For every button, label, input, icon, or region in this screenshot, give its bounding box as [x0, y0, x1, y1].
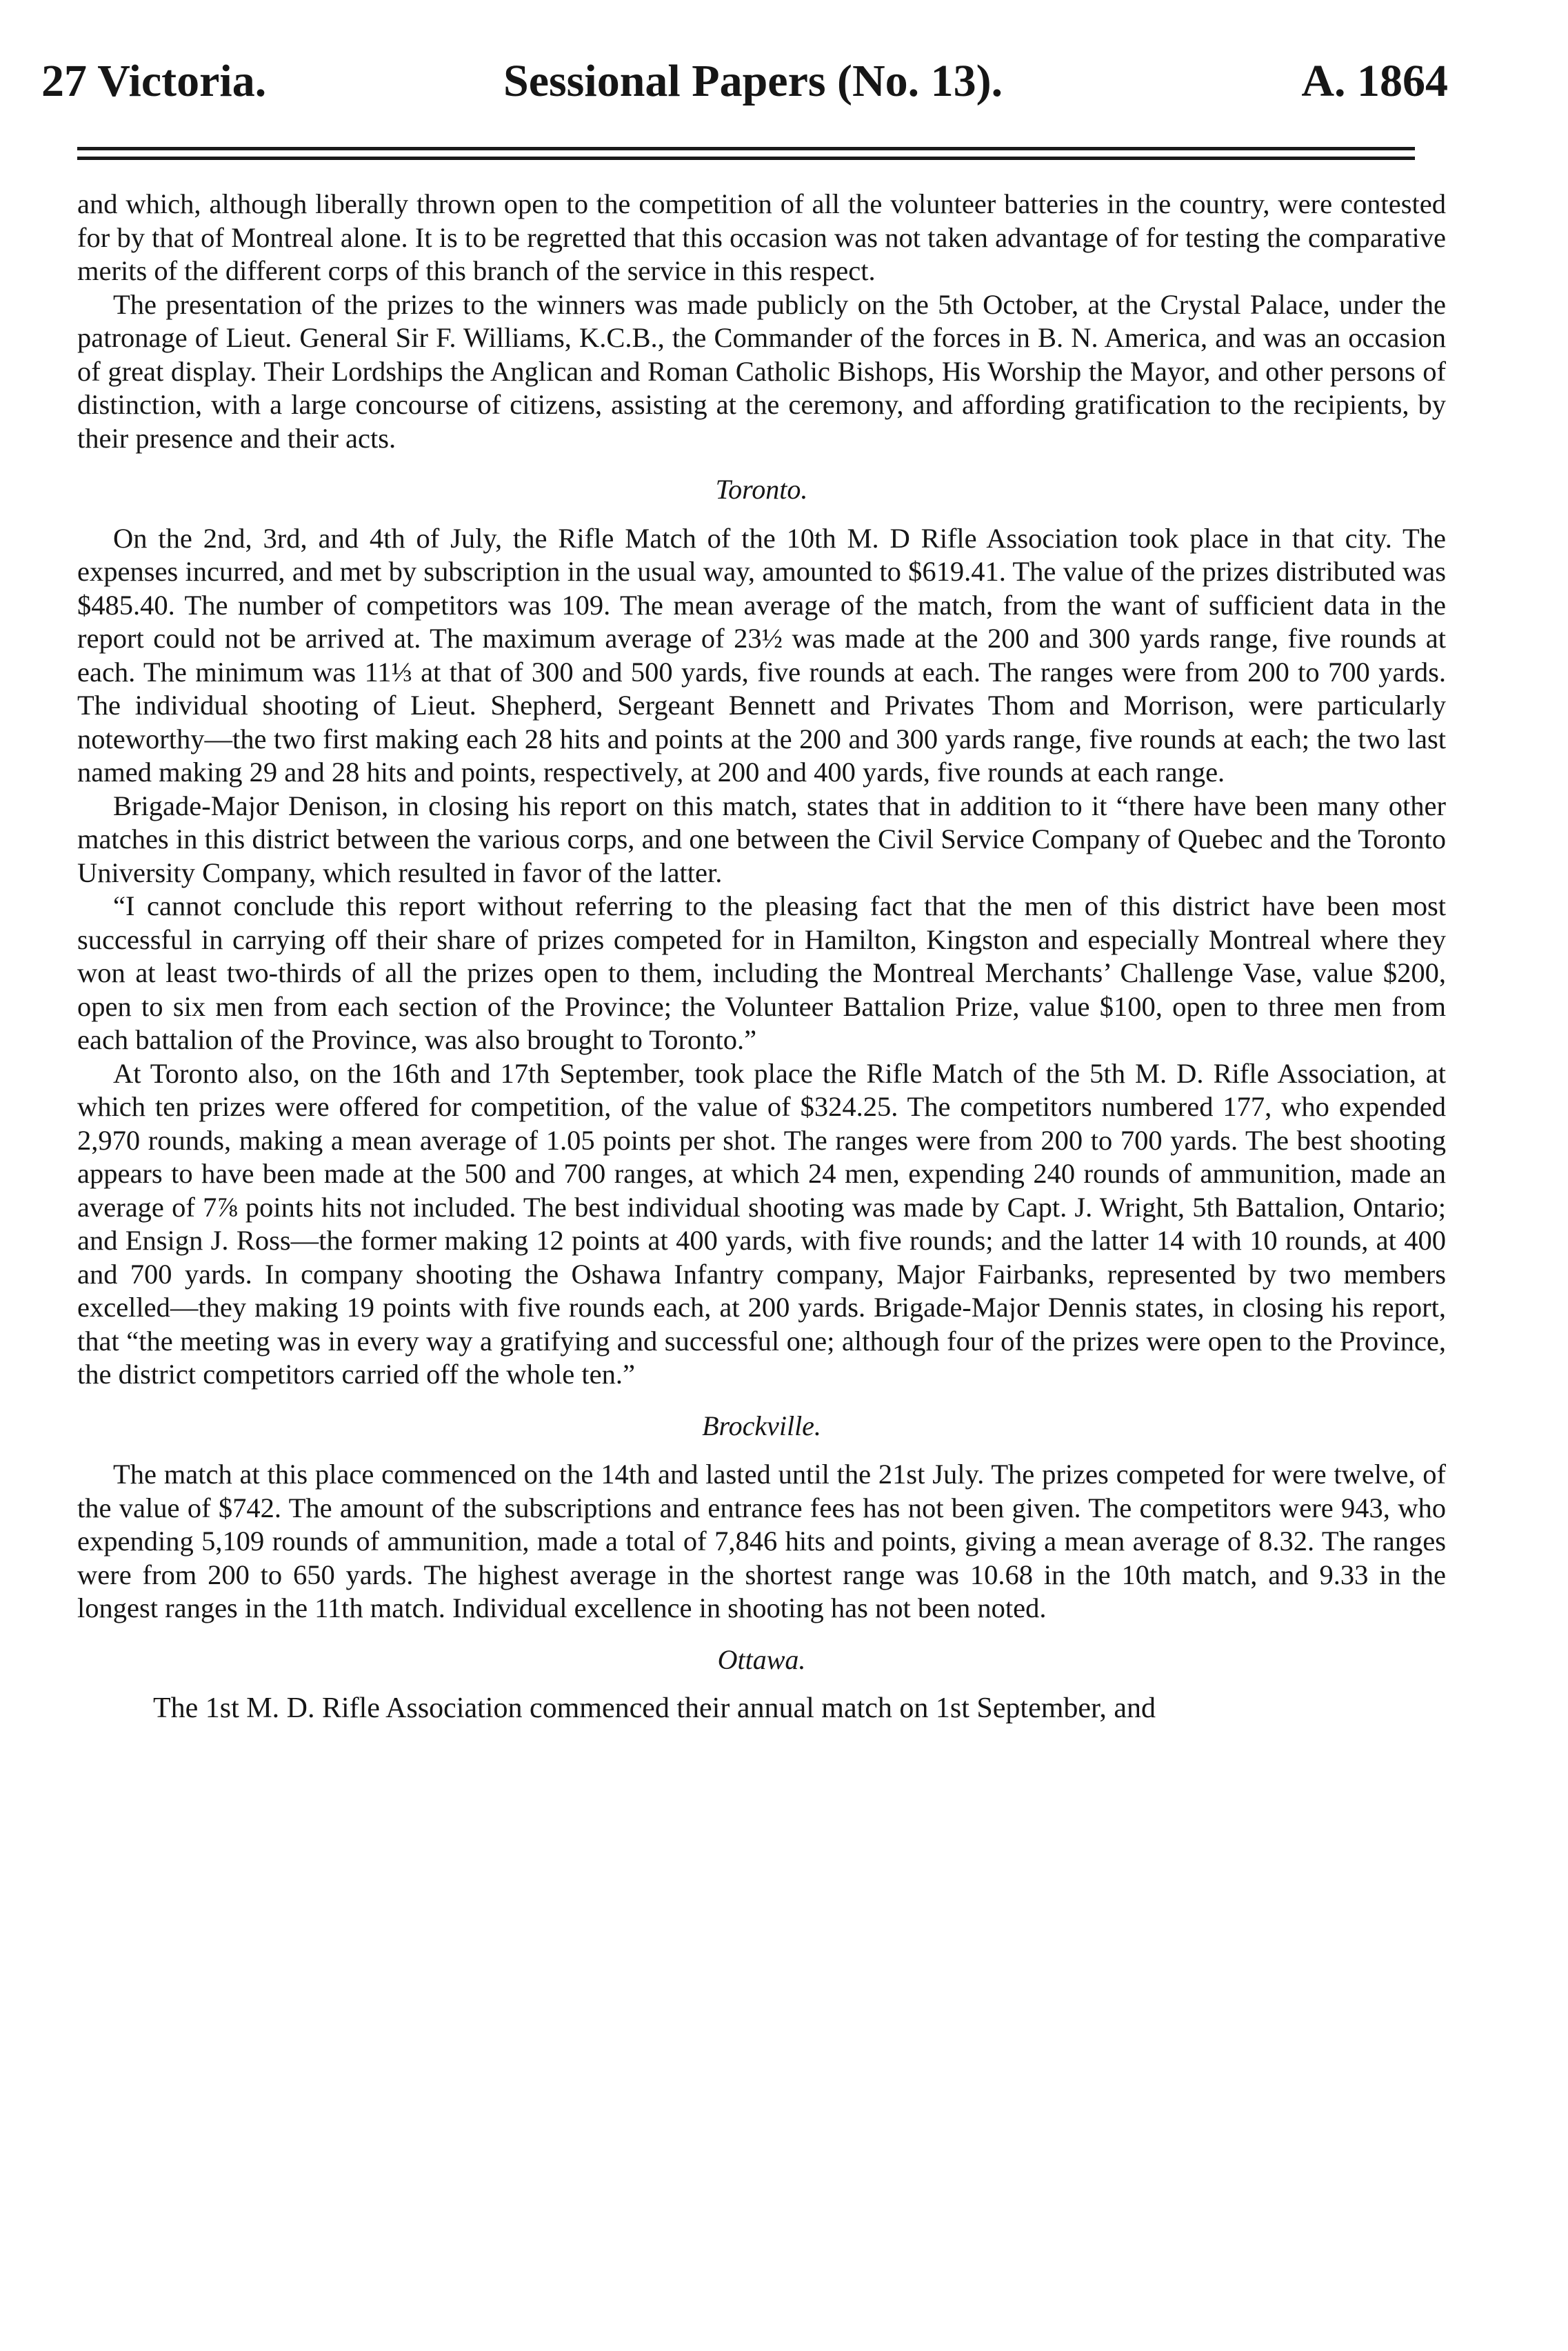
paragraph-toronto-match: On the 2nd, 3rd, and 4th of July, the Rifle Match of the 10th M. D Rifle Association took place in that city. The expenses incurred, and met by subscription in the usual way, amounted to $619.41. The value of the prizes distributed was $485.40. The number of competitors was 109. The mean average of the match, from the want of sufficient data in the report could not be arrived at. The maximum average of 23½ was made at the 200 and 300 yards range, five rounds at each. The minimum was 11⅓ at that of 300 and 500 yards, five rounds at each. The ranges were from 200 to 700 yards. The individual shooting of Lieut. Shepherd, Sergeant Bennett and Privates Thom and Morrison, were particularly noteworthy—the two first making each 28 hits and points at the 200 and 300 yards range, five rounds at each; the two last named making 29 and 28 hits and points, respectively, at 200 and 400 yards, five rounds at each range. — [77, 522, 1446, 788]
paragraph-report-quote: “I cannot conclude this report without referring to the pleasing fact that the men of this district have been most successful in carrying off their share of prizes competed for in Hamilton, Kingston and especially Montreal where they won at least two-thirds of all the prizes open to them, including the Montreal Merchants’ Challenge Vase, value $200, open to six men from each section of the Province; the Volunteer Battalion Prize, value $100, open to three men from each battalion of the Province, was also brought to Toronto.” — [77, 890, 1446, 1055]
paragraph-5th-md-match: At Toronto also, on the 16th and 17th September, took place the Rifle Match of the 5th M. D. Rifle Association, at which ten prizes were offered for competition, of the value of $324.25. The competitors numbered 177, who expended 2,970 rounds, making a mean average of 1.05 points per shot. The ranges were from 200 to 700 yards. The best shooting appears to have been made at the 500 and 700 ranges, at which 24 men, expending 240 rounds of ammunition, made an average of 7⅞ points hits not included. The best individual shooting was made by Capt. J. Wright, 5th Battalion, Ontario; and Ensign J. Ross—the former making 12 points at 400 yards, with five rounds; and the latter 14 with 10 rounds, at 400 and 700 yards. In company shooting the Oshawa Infantry company, Major Fairbanks, represented by two members excelled—they making 19 points with five rounds each, at 200 yards. Brigade-Major Dennis states, in closing his report, that “the meeting was in every way a gratifying and successful one; although four of the prizes were open to the Province, the district competitors carried off the whole ten.” — [77, 1057, 1446, 1390]
header-year: A. 1864 — [1301, 56, 1448, 106]
paragraph-artillery-continued: and which, although liberally thrown open to the competition of all the volunteer batteries in the country, were contested for by that of Montreal alone. It is to be regretted that this occasion was not taken advantage of for testing the comparative merits of the different corps of this branch of the service in this respect. — [77, 188, 1446, 286]
section-heading-ottawa: Ottawa. — [717, 1643, 806, 1675]
section-heading-toronto: Toronto. — [715, 474, 808, 505]
header-rule — [77, 147, 1415, 166]
page-header — [41, 55, 1448, 108]
header-volume: 27 Victoria. — [41, 56, 267, 106]
header-title: Sessional Papers (No. 13). — [503, 56, 1003, 106]
paragraph-ottawa-match: The 1st M. D. Rifle Association commenced their annual match on 1st September, and — [153, 1692, 1156, 1724]
paragraph-denison-report: Brigade-Major Denison, in closing his report on this match, states that in addition to it “there have been many other matches in this district between the various corps, and one between the Civil Service Company of Quebec and the Toronto University Company, which resulted in favor of the latter. — [77, 790, 1446, 888]
rule-line — [77, 157, 1415, 160]
paragraph-brockville-match: The match at this place commenced on the 14th and lasted until the 21st July. The prizes competed for were twelve, of the value of $742. The amount of the subscriptions and entrance fees has not been given. The competitors were 943, who expending 5,109 rounds of ammunition, made a total of 7,846 hits and points, giving a mean average of 8.32. The ranges were from 200 to 650 yards. The highest average in the shortest range was 10.68 in the 10th match, and 9.33 in the longest ranges in the 11th match. Individual excellence in shooting has not been noted. — [77, 1459, 1446, 1623]
section-heading-brockville: Brockville. — [702, 1410, 821, 1441]
page-body — [77, 188, 1446, 1725]
rule-line — [77, 147, 1415, 150]
paragraph-prize-presentation: The presentation of the prizes to the winners was made publicly on the 5th October, at the Crystal Palace, under the patronage of Lieut. General Sir F. Williams, K.C.B., the Commander of the forces in B. N. America, and was an occasion of great display. Their Lordships the Anglican and Roman Catholic Bishops, His Worship the Mayor, and other persons of distinction, with a large concourse of citizens, assisting at the ceremony, and affording gratification to the recipients, by their presence and their acts. — [77, 288, 1446, 454]
